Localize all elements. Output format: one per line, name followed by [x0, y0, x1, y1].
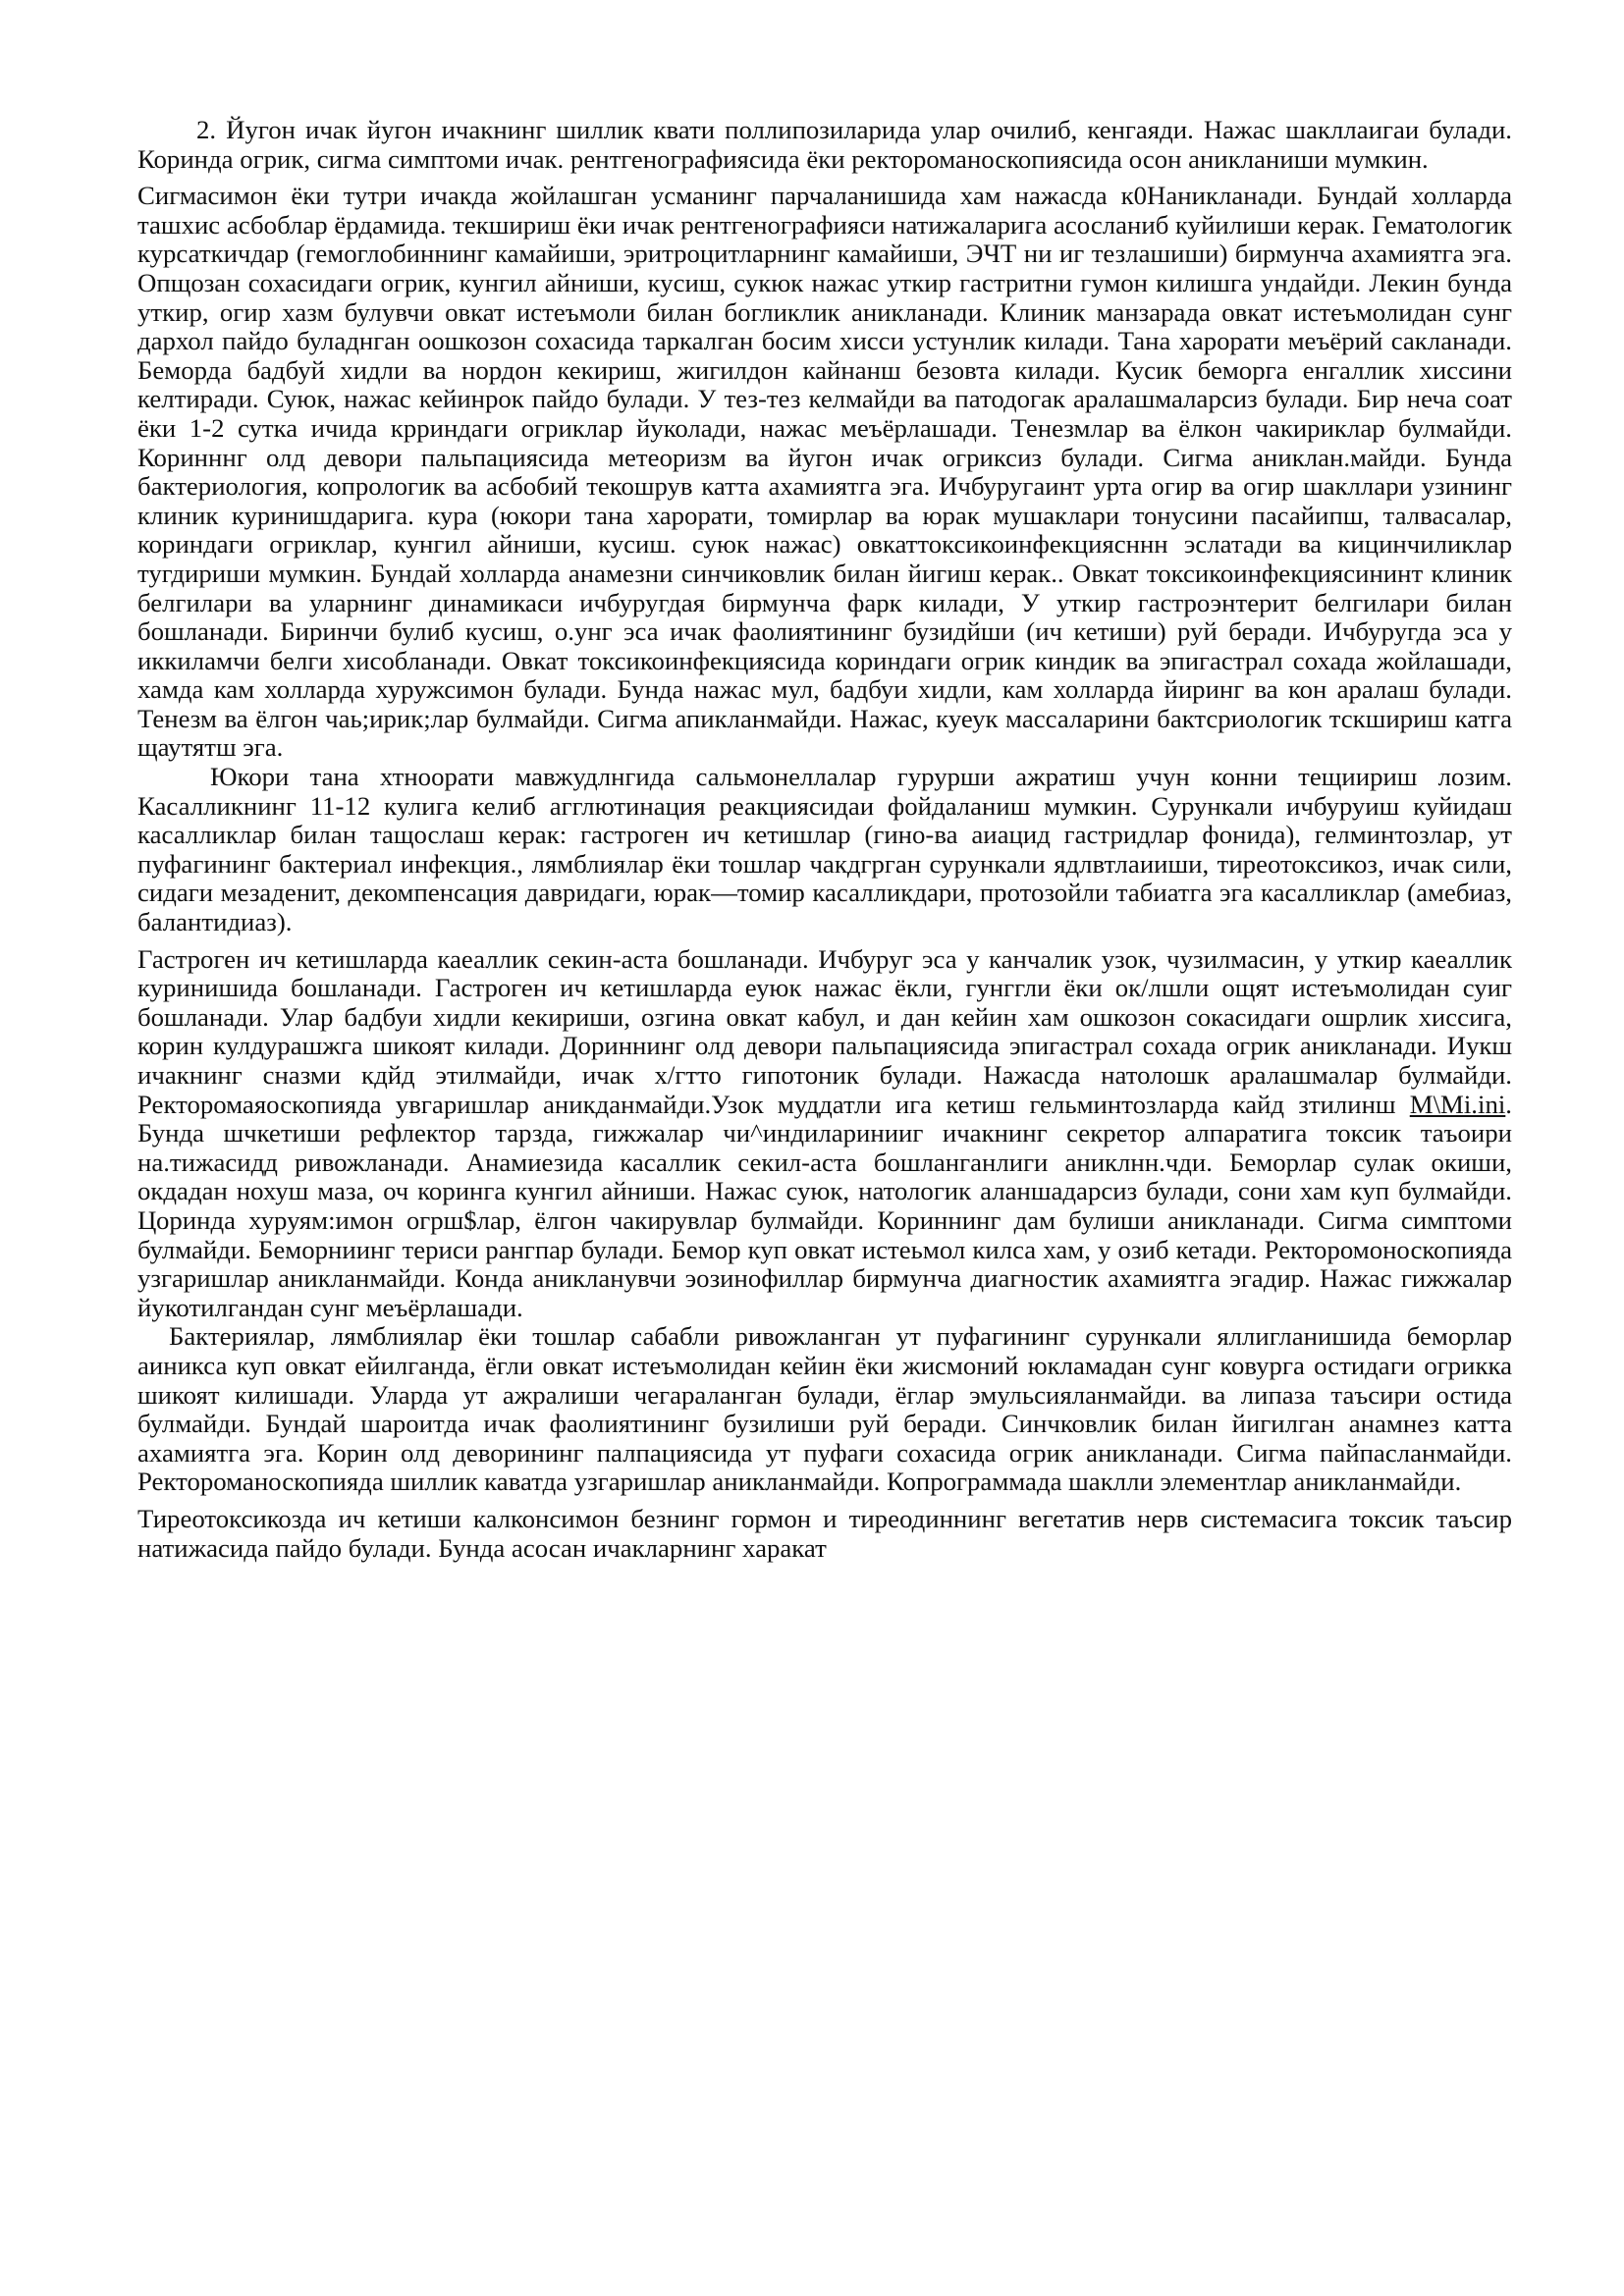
paragraph-colon-polyposis: 2. Йугон ичак йугон ичакнинг шиллик квати поллипозиларида улар очилиб, кенгаяди. Нажас шакллаигаи булади. Коринда огрик, сигма симптоми ичак. рентгенографиясида ёки ректороманоскопиясида осон аникланиши мумкин.	[137, 115, 1512, 174]
paragraph-gallbladder: Бактериялар, лямблиялар ёки тошлар сабабли ривожланган ут пуфагининг сурункали яллигланишида беморлар аиникса куп овкат ейилганда, ёгли овкат истеъмолидан кейин ёки жисмоний юкламадан сунг ковурга остидаги огрикка шикоят килишади. Уларда ут ажралиши чегараланган булади, ёглар эмульсияланмайди. ва липаза таъсири остида булмайди. Бундай шароитда ичак фаолиятининг бузилиши руй беради. Синчковлик билан йигилган анамнез катта ахамиятга эга. Корин олд деворининг палпациясида ут пуфаги сохасида огрик аникланади. Сигма пайпасланмайди. Ректороманоскопияда шиллик каватда узгаришлар аникланмайди. Копрограммада шаклли элементлар аникланмайди.	[137, 1321, 1512, 1497]
paragraph-fever-salmonella: Юкори тана хтноорати мавжудлнгида сальмонеллалар гурурши ажратиш учун конни тещиириш лозим. Касалликнинг 11-12 кулига келиб агглютинация реакциясидаи фойдаланиш мумкин. Сурункали ичбуруиш куйидаш касалликлар билан тащослаш керак: гастроген ич кетишлар (гино-ва аиацид гастридлар фонида), гелминтозлар, ут пуфагининг бактериал инфекция., лямблиялар ёки тошлар чакдгрган сурункали ядлвтлаииши, тиреотоксикоз, ичак сили, сидаги мезаденит, декомпенсация давридаги, юрак—томир касалликдари, протозойли табиатга эга касалликлар (амебиаз, балантидиаз).	[137, 762, 1512, 937]
underlined-reference: M\Mi.ini	[1409, 1089, 1506, 1119]
paragraph-rectal-tumor: Сигмасимон ёки тутри ичакда жойлашган усманинг парчаланишида хам нажасда к0Наникланади. Бундай холларда ташхис асбоблар ёрдамида. текшириш ёки ичак рентгенографияси натижаларига асосланиб куйилиши керак. Гематологик курсаткичдар (гемоглобиннинг камайиши, эритроцитларнинг камайиши, ЭЧТ ни иг тезлашиши) бирмунча ахамиятга эга. Опщозан сохасидаги огрик, кунгил айниши, кусиш, сукюк нажас уткир гастритни гумон килишга ундайди. Лекин бунда уткир, огир хазм булувчи овкат истеъмоли билан богликлик аникланади. Клиник манзарада овкат истеъмолидан сунг дархол пайдо буладнган оошкозон сохасида таркалган босим хисси устунлик килади. Тана харорати меъёрий сакланади. Беморда бадбуй хидли ва нордон кекириш, жигилдон кайнанш безовта килади. Кусик беморга енгаллик хиссини келтиради. Суюк, нажас кейинрок пайдо булади. У тез-тез келмайди ва патодогак аралашмаларсиз булади. Бир неча соат ёки 1-2 сутка ичида крриндаги огриклар йуколади, нажас меъёрлашади. Тенезмлар ва ёлкон чакириклар булмайди. Коринннг олд девори пальпациясида метеоризм ва йугон ичак огриксиз булади. Сигма аниклан.майди. Бунда бактериология, копрологик ва асбобий текошрув катта ахамиятга эга. Ичбуругаинт урта огир ва огир шакллари узининг клиник куринишдарига. кура (юкори тана харорати, томирлар ва юрак мушаклари тонусини пасайипш, талвасалар, кориндаги огриклар, кунгил айниши, кусиш. суюк нажас) овкаттоксикоинфекциясннн эслатади ва кицинчиликлар тугдириши мумкин. Бундай холларда анамезни синчиковлик билан йигиш керак.. Овкат токсикоинфекциясининт клиник белгилари ва уларнинг динамикаси ичбуругдая бирмунча фарк килади, У уткир гастроэнтерит белгилари билан бошланади. Биринчи булиб кусиш, о.унг эса ичак фаолиятининг бузидйши (ич кетиши) руй беради. Ичбуругда эса у иккиламчи белги хисобланади. Овкат токсикоинфекциясида кориндаги огрик киндик ва эпигастрал сохада жойлашади, хамда кам холларда хуружсимон булади. Бунда нажас мул, бадбуи хидли, кам холларда йиринг ва кон аралаш булади. Тенезм ва ёлгон чаь;ирик;лар булмайди. Сигма апикланмайди. Нажас, куеук массаларини бактсриологик тскшириш катга щаутятш эга.	[137, 181, 1512, 763]
document-page	[137, 116, 1512, 1563]
paragraph-gastrogenic-text-b: . Бунда шчкетиши рефлектор тарзда, гижжалар чи^индиларинииг ичакнинг секретор алпаратига токсик таъоири на.тижасидд ривожланади. Анамиезида касаллик секил-аста бошланганлиги аниклнн.чди. Беморлар сулак окиши, окдадан нохуш маза, оч коринга кунгил айниши. Нажас суюк, натологик аланшадарсиз булади, сони хам куп булмайди. Цоринда хуруям:имон огрш$лар, ёлгон чакирувлар булмайди. Кориннинг дам булиши аникланади. Сигма симптоми булмайди. Беморниинг териси рангпар булади. Бемор куп овкат истеьмол килса хам, у озиб кетади. Ректоромоноскопияда узгаришлар аникланмайди. Конда аникланувчи эозинофиллар бирмунча диагностик ахамиятга эгадир. Нажас гижжалар йукотилгандан сунг меъёрлашади.	[137, 1089, 1512, 1322]
paragraph-gastrogenic-diarrhea	[137, 945, 1512, 1323]
paragraph-thyrotoxicosis: Тиреотоксикозда ич кетиши калконсимон безнинг гормон и тиреодиннинг вегетатив нерв системасига токсик таъсир натижасида пайдо булади. Бунда асосан ичакларнинг харакат	[137, 1503, 1512, 1563]
paragraph-gastrogenic-text-a: Гастроген ич кетишларда каеаллик секин-аста бошланади. Ичбуруг эса у канчалик узок, чузилмасин, у уткир каеаллик куринишида бошланади. Гастроген ич кетишларда еуюк нажас ёкли, гунггли ёки ок/лшли ощят истеъмолидан суиг бошланади. Улар бадбуи хидли кекириши, озгина овкат кабул, и дан кейин хам ошкозон сокасидаги ошрлик хиссига, корин кулдурашжга шикоят килади. Дориннинг олд девори пальпациясида эпигастрал сохада огрик аникланади. Иукш ичакнинг сназми кдйд этилмайди, ичак х/гтто гипотоник булади. Нажасда натолошк аралашмалар булмайди. Ректоромаяоскопияда увгаришлар аникданмайди.Узок муддатли ига кетиш гельминтозларда кайд зтилинш	[137, 943, 1512, 1119]
